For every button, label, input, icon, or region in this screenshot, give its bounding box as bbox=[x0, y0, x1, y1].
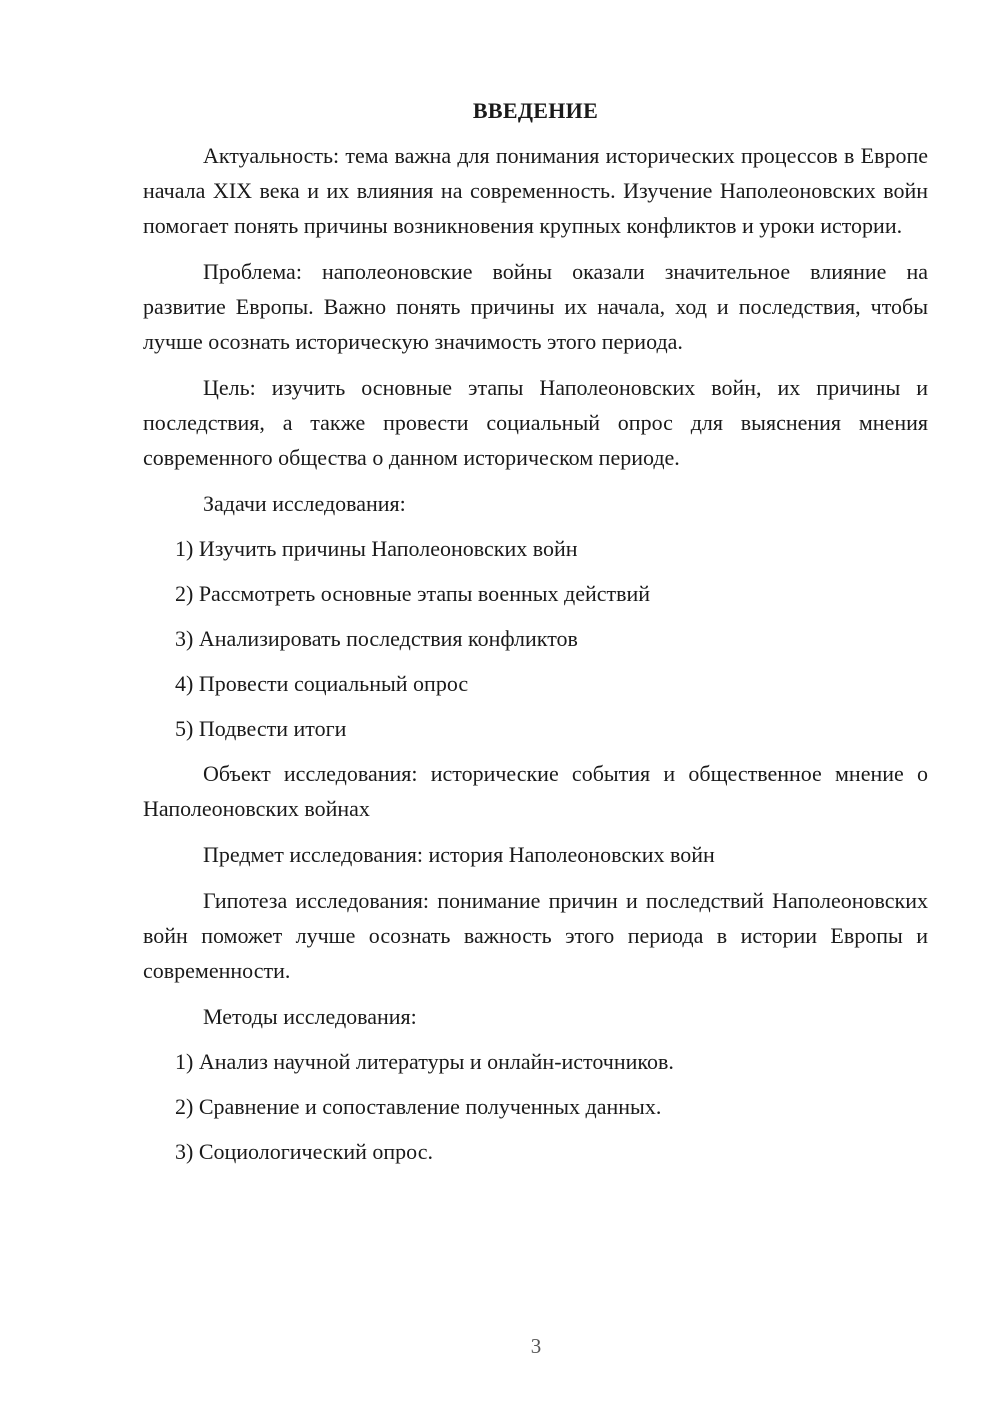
list-item: 2) Сравнение и сопоставление полученных данных. bbox=[175, 1094, 662, 1119]
list-item: 3) Анализировать последствия конфликтов bbox=[175, 626, 578, 651]
list-item: 3) Социологический опрос. bbox=[175, 1139, 433, 1164]
methods-list bbox=[143, 1044, 928, 1169]
methods-heading: Методы исследования: bbox=[203, 1004, 417, 1029]
object-paragraph: Объект исследования: исторические события и общественное мнение о Наполеоновских войнах bbox=[143, 761, 928, 821]
list-item: 5) Подвести итоги bbox=[175, 716, 347, 741]
tasks-list bbox=[143, 531, 928, 746]
page-number: 3 bbox=[530, 1334, 542, 1358]
list-item: 2) Рассмотреть основные этапы военных действий bbox=[175, 581, 651, 606]
list-item: 1) Анализ научной литературы и онлайн-источников. bbox=[175, 1049, 674, 1074]
problem-paragraph: Проблема: наполеоновские войны оказали значительное влияние на развитие Европы. Важно понять причины их начала, ход и последствия, чтобы лучше осознать историческую значимость этого периода. bbox=[143, 259, 928, 354]
tasks-heading: Задачи исследования: bbox=[203, 491, 406, 516]
hypothesis-paragraph: Гипотеза исследования: понимание причин и последствий Наполеоновских войн поможет лучше осознать важность этого периода в истории Европы и современности. bbox=[143, 888, 928, 983]
goal-paragraph: Цель: изучить основные этапы Наполеоновских войн, их причины и последствия, а также провести социальный опрос для выяснения мнения современного общества о данном историческом периоде. bbox=[143, 375, 928, 470]
subject-paragraph: Предмет исследования: история Наполеоновских войн bbox=[203, 842, 715, 867]
document-page bbox=[143, 96, 928, 1169]
list-item: 1) Изучить причины Наполеоновских войн bbox=[175, 536, 578, 561]
section-title: ВВЕДЕНИЕ bbox=[472, 98, 599, 123]
list-item: 4) Провести социальный опрос bbox=[175, 671, 469, 696]
relevance-paragraph: Актуальность: тема важна для понимания исторических процессов в Европе начала XIX века и их влияния на современность. Изучение Наполеоновских войн помогает понять причины возникновения крупных конфликтов и уроки истории. bbox=[143, 143, 928, 238]
